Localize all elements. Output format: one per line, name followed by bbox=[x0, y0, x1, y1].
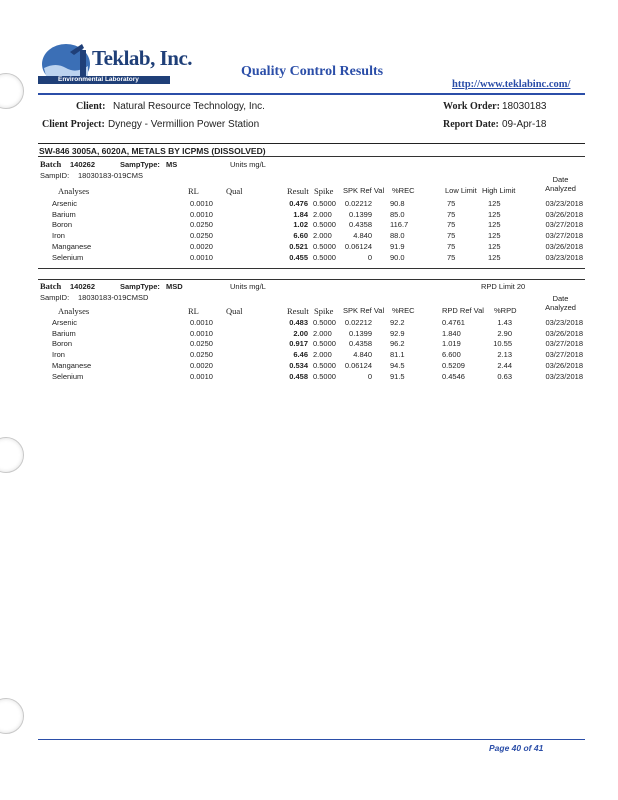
website-link[interactable]: http://www.teklabinc.com/ bbox=[452, 79, 571, 90]
ms-samptype-value: MS bbox=[166, 160, 178, 169]
msd-cell-ref: 0.06124 bbox=[344, 360, 372, 370]
msd-cell-spike: 0.5000 bbox=[313, 360, 336, 370]
ms-cell-rl: 0.0010 bbox=[190, 252, 213, 262]
msd-cell-rpd: 2.44 bbox=[497, 360, 512, 370]
ms-cell-analyte: Barium bbox=[52, 209, 76, 219]
msd-samptype-value: MSD bbox=[166, 282, 183, 291]
ms-cell-spike: 0.5000 bbox=[313, 252, 336, 262]
client-label: Client: bbox=[76, 101, 106, 112]
ms-cell-analyte: Iron bbox=[52, 231, 65, 241]
msd-cell-rl: 0.0250 bbox=[190, 350, 213, 360]
msd-cell-analyte: Manganese bbox=[52, 360, 92, 370]
ms-col-low: Low Limit bbox=[445, 186, 477, 195]
msd-col-rl: RL bbox=[188, 306, 199, 316]
binder-hole-top bbox=[0, 73, 24, 109]
ms-table-row bbox=[38, 231, 585, 241]
msd-batch-label: Batch bbox=[40, 281, 62, 291]
ms-cell-spike: 2.000 bbox=[313, 231, 332, 241]
ms-cell-rec: 90.8 bbox=[390, 199, 405, 208]
ms-cell-result: 0.521 bbox=[289, 241, 308, 251]
msd-date-header-1: Date bbox=[552, 294, 569, 303]
ms-date-header-1: Date bbox=[552, 175, 569, 184]
ms-cell-rl: 0.0250 bbox=[190, 220, 213, 230]
ms-col-high: High Limit bbox=[482, 186, 516, 195]
msd-cell-rpd: 10.55 bbox=[493, 339, 512, 349]
ms-samptype-label: SampType: bbox=[120, 160, 160, 169]
msd-cell-rpdref: 1.019 bbox=[442, 339, 461, 349]
ms-cell-spike: 2.000 bbox=[313, 209, 332, 219]
ms-cell-date: 03/26/2018 bbox=[545, 209, 583, 219]
ms-cell-low: 75 bbox=[447, 220, 456, 230]
ms-col-result: Result bbox=[287, 186, 309, 196]
ms-cell-rl: 0.0020 bbox=[190, 241, 213, 251]
report-date-value: 09-Apr-18 bbox=[502, 119, 547, 130]
project-label: Client Project: bbox=[42, 119, 105, 130]
msd-cell-rpdref: 0.4546 bbox=[442, 371, 465, 381]
ms-cell-ref: 0.06124 bbox=[344, 241, 372, 251]
msd-col-analyses: Analyses bbox=[58, 306, 90, 316]
client-value: Natural Resource Technology, Inc. bbox=[113, 101, 265, 112]
msd-table-row bbox=[38, 350, 585, 360]
ms-section-rule bbox=[38, 268, 585, 269]
msd-cell-rec: 92.9 bbox=[390, 328, 405, 338]
msd-cell-ref: 0.02212 bbox=[344, 318, 372, 327]
msd-col-rec: %REC bbox=[392, 306, 415, 315]
ms-cell-ref: 0.02212 bbox=[344, 199, 372, 208]
msd-cell-analyte: Arsenic bbox=[52, 318, 78, 327]
msd-cell-rec: 96.2 bbox=[390, 339, 405, 349]
msd-cell-spike: 2.000 bbox=[313, 328, 332, 338]
msd-cell-date: 03/27/2018 bbox=[545, 339, 583, 349]
ms-cell-rec: 88.0 bbox=[390, 231, 405, 241]
ms-cell-rec: 116.7 bbox=[390, 220, 409, 230]
msd-cell-rpd: 2.13 bbox=[497, 350, 512, 360]
msd-table-row bbox=[38, 372, 585, 382]
ms-cell-low: 75 bbox=[447, 199, 456, 208]
msd-cell-rec: 92.2 bbox=[390, 318, 405, 327]
msd-cell-date: 03/26/2018 bbox=[545, 360, 583, 370]
ms-table-row bbox=[38, 220, 585, 230]
ms-cell-spike: 0.5000 bbox=[313, 199, 336, 208]
ms-col-spike: Spike bbox=[314, 186, 334, 196]
msd-cell-date: 03/27/2018 bbox=[545, 350, 583, 360]
work-order-label: Work Order: bbox=[443, 101, 500, 112]
msd-cell-rec: 81.1 bbox=[390, 350, 405, 360]
msd-cell-rec: 94.5 bbox=[390, 360, 405, 370]
ms-cell-analyte: Boron bbox=[52, 220, 73, 230]
msd-batch-value: 140262 bbox=[70, 282, 96, 291]
ms-table-row bbox=[38, 199, 585, 209]
page-title: Quality Control Results bbox=[241, 64, 384, 79]
ms-cell-result: 1.02 bbox=[293, 220, 308, 230]
ms-cell-rec: 85.0 bbox=[390, 209, 405, 219]
ms-cell-high: 125 bbox=[488, 241, 501, 251]
msd-table-row bbox=[38, 329, 585, 339]
ms-cell-high: 125 bbox=[488, 231, 501, 241]
msd-cell-ref: 4.840 bbox=[353, 350, 372, 360]
msd-col-spike: Spike bbox=[314, 306, 334, 316]
msd-cell-ref: 0.1399 bbox=[349, 328, 372, 338]
binder-hole-middle bbox=[0, 437, 24, 473]
project-value: Dynegy - Vermillion Power Station bbox=[108, 119, 260, 130]
msd-cell-spike: 0.5000 bbox=[313, 371, 336, 381]
msd-units: Units mg/L bbox=[230, 282, 266, 291]
msd-sampid-value: 18030183-019CMSD bbox=[78, 293, 149, 302]
ms-cell-date: 03/23/2018 bbox=[545, 252, 583, 262]
ms-cell-low: 75 bbox=[447, 231, 456, 241]
msd-cell-result: 0.458 bbox=[289, 371, 308, 381]
logo-subtitle: Environmental Laboratory bbox=[58, 76, 139, 83]
ms-cell-high: 125 bbox=[488, 199, 501, 208]
ms-col-spkref: SPK Ref Val bbox=[343, 186, 385, 195]
ms-cell-result: 1.84 bbox=[293, 209, 308, 219]
ms-cell-rl: 0.0010 bbox=[190, 209, 213, 219]
msd-cell-ref: 0 bbox=[367, 371, 372, 381]
msd-cell-spike: 0.5000 bbox=[313, 318, 336, 327]
ms-cell-rl: 0.0250 bbox=[190, 231, 213, 241]
msd-samptype-label: SampType: bbox=[120, 282, 160, 291]
msd-cell-rpdref: 6.600 bbox=[442, 350, 461, 360]
ms-cell-spike: 0.5000 bbox=[313, 241, 336, 251]
msd-cell-rec: 91.5 bbox=[390, 371, 405, 381]
ms-cell-result: 6.60 bbox=[293, 231, 308, 241]
msd-cell-spike: 0.5000 bbox=[313, 339, 336, 349]
msd-cell-rpdref: 1.840 bbox=[442, 328, 461, 338]
ms-cell-ref: 0.4358 bbox=[349, 220, 372, 230]
msd-col-rpd: %RPD bbox=[494, 306, 517, 315]
ms-section bbox=[38, 157, 585, 267]
msd-col-spkref: SPK Ref Val bbox=[343, 306, 385, 315]
msd-rpd-limit: RPD Limit 20 bbox=[481, 282, 526, 291]
ms-cell-high: 125 bbox=[488, 209, 501, 219]
ms-batch-label: Batch bbox=[40, 159, 62, 169]
ms-cell-analyte: Manganese bbox=[52, 241, 92, 251]
msd-cell-result: 2.00 bbox=[293, 328, 308, 338]
ms-cell-ref: 0 bbox=[367, 252, 372, 262]
ms-cell-date: 03/27/2018 bbox=[545, 231, 583, 241]
report-date-label: Report Date: bbox=[443, 119, 499, 130]
ms-cell-spike: 0.5000 bbox=[313, 220, 336, 230]
ms-units: Units mg/L bbox=[230, 160, 266, 169]
ms-col-rec: %REC bbox=[392, 186, 415, 195]
msd-cell-ref: 0.4358 bbox=[349, 339, 372, 349]
work-order-value: 18030183 bbox=[502, 101, 547, 112]
msd-cell-analyte: Boron bbox=[52, 339, 73, 349]
ms-cell-date: 03/23/2018 bbox=[545, 199, 583, 208]
ms-cell-ref: 0.1399 bbox=[349, 209, 372, 219]
ms-cell-date: 03/27/2018 bbox=[545, 220, 583, 230]
msd-cell-rpd: 1.43 bbox=[497, 318, 512, 327]
msd-column-headers bbox=[38, 306, 585, 316]
method-title: SW-846 3005A, 6020A, METALS BY ICPMS (DISSOLVED) bbox=[39, 146, 266, 156]
ms-cell-high: 125 bbox=[488, 252, 501, 262]
ms-cell-rec: 91.9 bbox=[390, 241, 405, 251]
ms-cell-high: 125 bbox=[488, 220, 501, 230]
ms-table-row bbox=[38, 253, 585, 263]
msd-table-row bbox=[38, 361, 585, 371]
ms-cell-date: 03/26/2018 bbox=[545, 241, 583, 251]
ms-cell-result: 0.476 bbox=[289, 199, 308, 208]
msd-cell-rpd: 2.90 bbox=[497, 328, 512, 338]
ms-cell-low: 75 bbox=[447, 241, 456, 251]
msd-cell-result: 0.917 bbox=[289, 339, 308, 349]
ms-col-rl: RL bbox=[188, 186, 199, 196]
ms-cell-low: 75 bbox=[447, 209, 456, 219]
ms-col-analyses: Analyses bbox=[58, 186, 90, 196]
msd-section bbox=[38, 280, 585, 420]
msd-cell-rl: 0.0010 bbox=[190, 371, 213, 381]
ms-col-qual: Qual bbox=[226, 186, 243, 196]
msd-cell-date: 03/26/2018 bbox=[545, 328, 583, 338]
ms-column-headers bbox=[38, 186, 585, 196]
logo-text: Teklab, Inc. bbox=[92, 46, 193, 70]
ms-cell-rl: 0.0010 bbox=[190, 199, 213, 208]
msd-table-row bbox=[38, 339, 585, 349]
ms-date-header-2: Analyzed bbox=[545, 184, 576, 193]
ms-batch-value: 140262 bbox=[70, 160, 96, 169]
msd-cell-spike: 2.000 bbox=[313, 350, 332, 360]
page-number: Page 40 of 41 bbox=[489, 743, 544, 753]
msd-col-rpdref: RPD Ref Val bbox=[442, 306, 484, 315]
ms-table-row bbox=[38, 210, 585, 220]
msd-cell-analyte: Barium bbox=[52, 328, 76, 338]
msd-cell-rl: 0.0010 bbox=[190, 328, 213, 338]
msd-cell-rpdref: 0.4761 bbox=[442, 318, 465, 327]
msd-cell-analyte: Iron bbox=[52, 350, 65, 360]
msd-cell-rl: 0.0010 bbox=[190, 318, 213, 327]
ms-cell-result: 0.455 bbox=[289, 252, 308, 262]
msd-sampid-label: SampID: bbox=[40, 293, 70, 302]
msd-cell-rpd: 0.63 bbox=[497, 371, 512, 381]
msd-cell-result: 0.534 bbox=[289, 360, 308, 370]
ms-cell-rec: 90.0 bbox=[390, 252, 405, 262]
msd-cell-date: 03/23/2018 bbox=[545, 318, 583, 327]
msd-date-header-2: Analyzed bbox=[545, 303, 576, 312]
msd-cell-rl: 0.0250 bbox=[190, 339, 213, 349]
ms-sampid-label: SampID: bbox=[40, 171, 70, 180]
msd-cell-date: 03/23/2018 bbox=[545, 371, 583, 381]
ms-cell-analyte: Selenium bbox=[52, 252, 84, 262]
ms-cell-low: 75 bbox=[447, 252, 456, 262]
ms-table-row bbox=[38, 242, 585, 252]
ms-cell-ref: 4.840 bbox=[353, 231, 372, 241]
method-rule-top bbox=[38, 143, 585, 144]
msd-cell-analyte: Selenium bbox=[52, 371, 84, 381]
binder-hole-bottom bbox=[0, 698, 24, 734]
msd-table-row bbox=[38, 318, 585, 328]
footer-rule bbox=[38, 739, 585, 740]
msd-cell-rpdref: 0.5209 bbox=[442, 360, 465, 370]
ms-cell-analyte: Arsenic bbox=[52, 199, 78, 208]
msd-cell-result: 0.483 bbox=[289, 318, 308, 327]
header-rule bbox=[38, 93, 585, 95]
teklab-logo bbox=[38, 42, 193, 86]
msd-col-qual: Qual bbox=[226, 306, 243, 316]
msd-cell-rl: 0.0020 bbox=[190, 360, 213, 370]
msd-cell-result: 6.46 bbox=[293, 350, 308, 360]
msd-col-result: Result bbox=[287, 306, 309, 316]
ms-sampid-value: 18030183-019CMS bbox=[78, 171, 144, 180]
